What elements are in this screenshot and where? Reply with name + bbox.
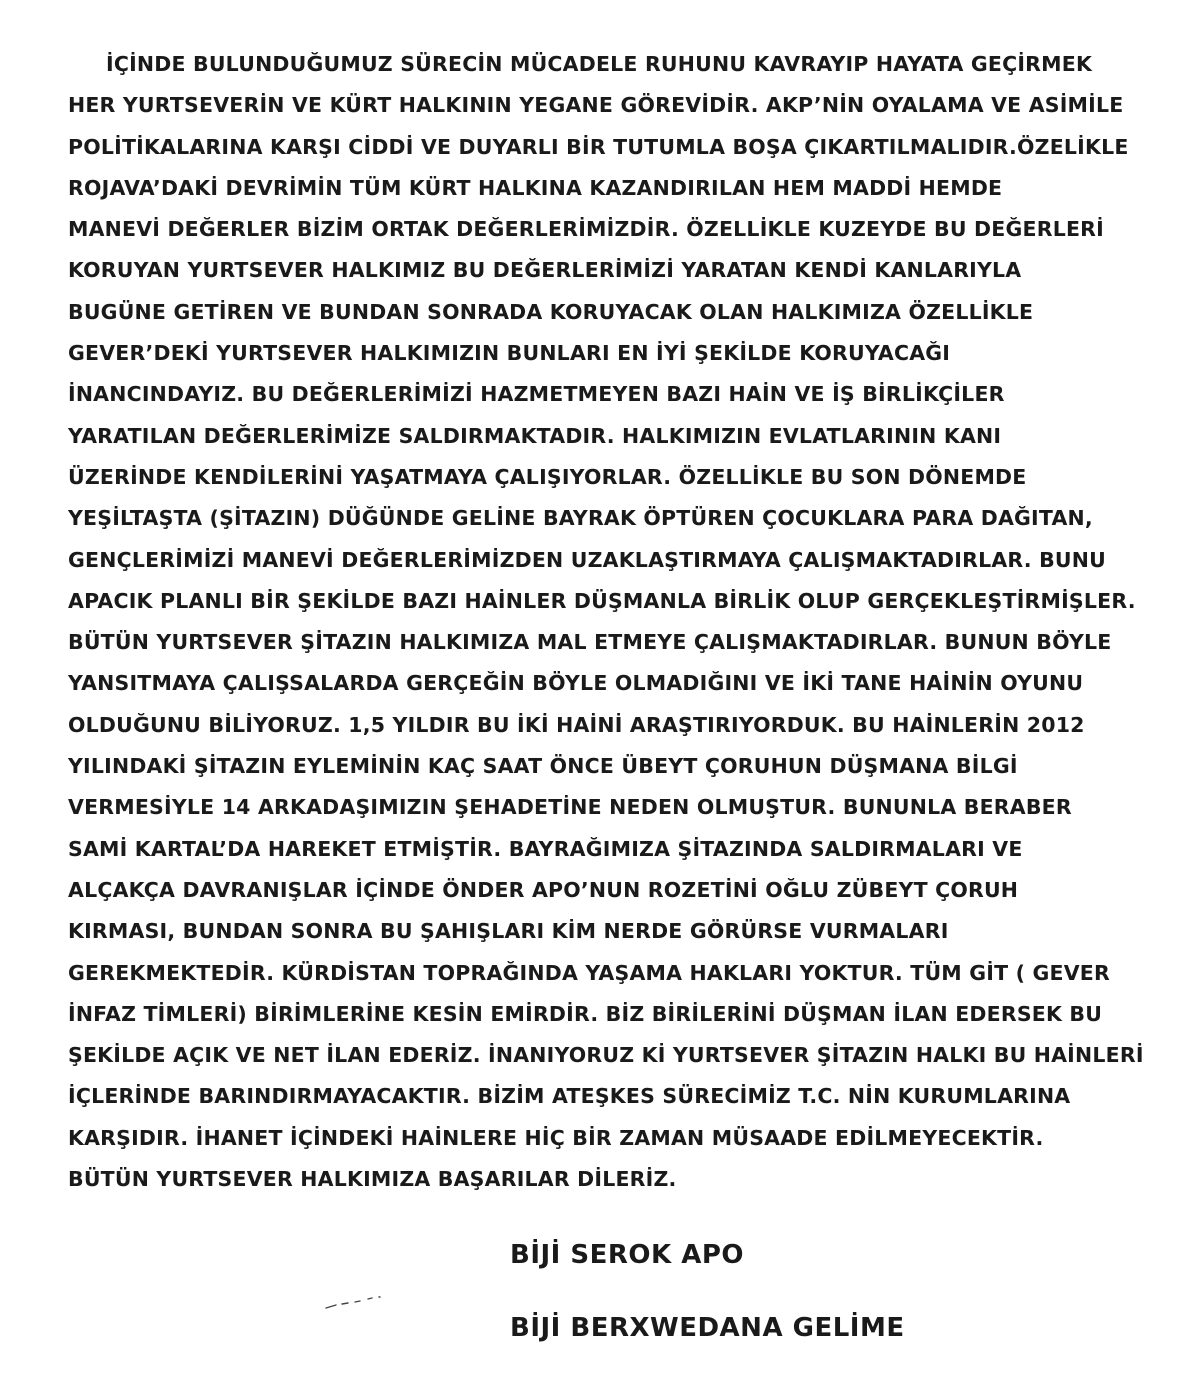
body-line: BUGÜNE GETİREN VE BUNDAN SONRADA KORUYACAK OLAN HALKIMIZA ÖZELLİKLE [68, 299, 1034, 324]
signoff-line-2: BİJİ BERXWEDANA GELİME [510, 1313, 905, 1343]
body-line: İÇİNDE BULUNDUĞUMUZ SÜRECİN MÜCADELE RUHUNU KAVRAYIP HAYATA GEÇİRMEK [106, 52, 1093, 76]
body-line: YANSITMAYA ÇALIŞSALARDA GERÇEĞİN BÖYLE OLMADIĞINI VE İKİ TANE HAİNİN OYUNU [68, 671, 1084, 696]
body-line: VERMESİYLE 14 ARKADAŞIMIZIN ŞEHADETİNE NEDEN OLMUŞTUR. BUNUNLA BERABER [68, 795, 1072, 820]
body-line: BÜTÜN YURTSEVER HALKIMIZA BAŞARILAR DİLERİZ. [68, 1167, 677, 1192]
document-body [68, 44, 1193, 1200]
scan-speck-mark [322, 1296, 382, 1312]
body-line: ALÇAKÇA DAVRANIŞLAR İÇİNDE ÖNDER APO’NUN ROZETİNİ OĞLU ZÜBEYT ÇORUH [68, 877, 1019, 902]
body-line: KIRMASI, BUNDAN SONRA BU ŞAHIŞLARI KİM NERDE GÖRÜRSE VURMALARI [68, 919, 949, 944]
body-line: MANEVİ DEĞERLER BİZİM ORTAK DEĞERLERİMİZDİR. ÖZELLİKLE KUZEYDE BU DEĞERLERİ [68, 217, 1104, 242]
body-line: YARATILAN DEĞERLERİMİZE SALDIRMAKTADIR. HALKIMIZIN EVLATLARININ KANI [68, 423, 1002, 448]
body-line: ŞEKİLDE AÇIK VE NET İLAN EDERİZ. İNANIYORUZ Kİ YURTSEVER ŞİTAZIN HALKI BU HAİNLERİ [68, 1043, 1144, 1068]
body-line: GENÇLERİMİZİ MANEVİ DEĞERLERİMİZDEN UZAKLAŞTIRMAYA ÇALIŞMAKTADIRLAR. BUNU [68, 547, 1106, 572]
body-line: HER YURTSEVERİN VE KÜRT HALKININ YEGANE GÖREVİDİR. AKP’NİN OYALAMA VE ASİMİLE [68, 93, 1124, 118]
body-line: POLİTİKALARINA KARŞI CİDDİ VE DUYARLI BİR TUTUMLA BOŞA ÇIKARTILMALIDIR.ÖZELİKLE [68, 134, 1129, 159]
body-line: YILINDAKİ ŞİTAZIN EYLEMİNİN KAÇ SAAT ÖNCE ÜBEYT ÇORUHUN DÜŞMANA BİLGİ [68, 754, 1018, 779]
body-line: OLDUĞUNU BİLİYORUZ. 1,5 YILDIR BU İKİ HAİNİ ARAŞTIRIYORDUK. BU HAİNLERİN 2012 [68, 712, 1085, 737]
body-line: İÇLERİNDE BARINDIRMAYACAKTIR. BİZİM ATEŞKES SÜRECİMİZ T.C. NİN KURUMLARINA [68, 1084, 1071, 1109]
body-line: SAMİ KARTAL’DA HAREKET ETMİŞTİR. BAYRAĞIMIZA ŞİTAZINDA SALDIRMALARI VE [68, 836, 1023, 861]
body-line: İNANCINDAYIZ. BU DEĞERLERİMİZİ HAZMETMEYEN BAZI HAİN VE İŞ BİRLİKÇİLER [68, 382, 1005, 407]
body-line: İNFAZ TİMLERİ) BİRİMLERİNE KESİN EMİRDİR. BİZ BİRİLERİNİ DÜŞMAN İLAN EDERSEK BU [68, 1001, 1103, 1026]
body-line: GEREKMEKTEDİR. KÜRDİSTAN TOPRAĞINDA YAŞAMA HAKLARI YOKTUR. TÜM GİT ( GEVER [68, 960, 1110, 985]
body-line: APACIK PLANLI BİR ŞEKİLDE BAZI HAİNLER DÜŞMANLA BİRLİK OLUP GERÇEKLEŞTİRMİŞLER. [68, 588, 1136, 613]
signoff-line-1: BİJİ SEROK APO [510, 1240, 744, 1270]
body-line: YEŞİLTAŞTA (ŞİTAZIN) DÜĞÜNDE GELİNE BAYRAK ÖPTÜREN ÇOCUKLARA PARA DAĞITAN, [68, 506, 1093, 531]
body-line: KORUYAN YURTSEVER HALKIMIZ BU DEĞERLERİMİZİ YARATAN KENDİ KANLARIYLA [68, 258, 1022, 283]
body-line: KARŞIDIR. İHANET İÇİNDEKİ HAİNLERE HİÇ BİR ZAMAN MÜSAADE EDİLMEYECEKTİR. [68, 1125, 1044, 1150]
body-line: ÜZERİNDE KENDİLERİNİ YAŞATMAYA ÇALIŞIYORLAR. ÖZELLİKLE BU SON DÖNEMDE [68, 464, 1027, 489]
body-line: ROJAVA’DAKİ DEVRİMİN TÜM KÜRT HALKINA KAZANDIRILAN HEM MADDİ HEMDE [68, 175, 1003, 200]
body-line: GEVER’DEKİ YURTSEVER HALKIMIZIN BUNLARI EN İYİ ŞEKİLDE KORUYACAĞI [68, 341, 951, 366]
body-line: BÜTÜN YURTSEVER ŞİTAZIN HALKIMIZA MAL ETMEYE ÇALIŞMAKTADIRLAR. BUNUN BÖYLE [68, 630, 1112, 655]
